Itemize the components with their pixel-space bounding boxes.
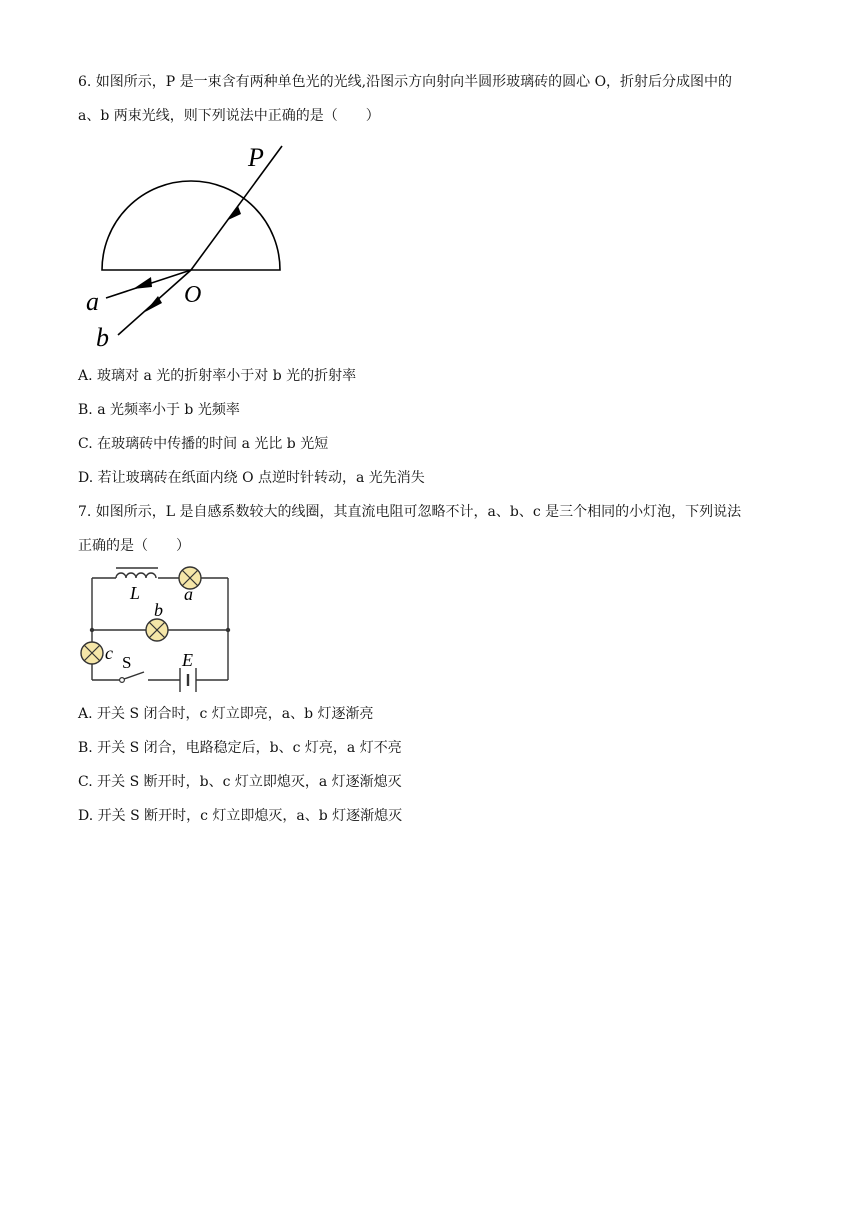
q7-option-b: B. 开关 S 闭合，电路稳定后，b、c 灯亮，a 灯不亮 xyxy=(78,740,402,756)
q6-stem-line-2: a、b 两束光线，则下列说法中正确的是（ ） xyxy=(78,108,380,124)
label-p: P xyxy=(248,143,264,172)
label-e: E xyxy=(182,650,193,670)
label-a: a xyxy=(86,287,99,316)
q7-circuit-figure xyxy=(78,562,238,692)
label-b: b xyxy=(96,323,109,352)
label-a: a xyxy=(184,584,193,604)
label-o: O xyxy=(184,282,202,308)
lamp-b xyxy=(146,619,168,641)
label-b: b xyxy=(154,600,163,620)
q6-refraction-figure xyxy=(78,140,298,355)
semicircle-glass xyxy=(102,181,280,270)
q7-option-d: D. 开关 S 断开时，c 灯立即熄灭，a、b 灯逐渐熄灭 xyxy=(78,808,403,824)
battery-e xyxy=(180,668,196,692)
q7-stem-line-2: 正确的是（ ） xyxy=(78,538,190,554)
q6-option-c: C. 在玻璃砖中传播的时间 a 光比 b 光短 xyxy=(78,436,329,452)
label-l: L xyxy=(130,583,141,603)
incident-arrow xyxy=(228,206,241,220)
q6-option-a: A. 玻璃对 a 光的折射率小于对 b 光的折射率 xyxy=(78,368,357,384)
q7-stem-line-1: 7. 如图所示，L 是自感系数较大的线圈，其直流电阻可忽略不计，a、b、c 是三个相同的小灯泡，下列说法 xyxy=(78,504,742,520)
q7-option-c: C. 开关 S 断开时，b、c 灯立即熄灭，a 灯逐渐熄灭 xyxy=(78,774,402,790)
inductor-coil xyxy=(116,573,156,578)
q6-option-d: D. 若让玻璃砖在纸面内绕 O 点逆时针转动，a 光先消失 xyxy=(78,470,425,486)
lamp-c xyxy=(81,642,103,664)
label-c: c xyxy=(105,643,113,663)
incident-ray xyxy=(191,146,282,270)
ray-a-arrow xyxy=(133,277,152,289)
q6-stem-line-1: 6. 如图所示，P 是一束含有两种单色光的光线,沿图示方向射向半圆形玻璃砖的圆心 O，折射后分成图中的 xyxy=(78,74,733,90)
switch-s xyxy=(120,672,144,682)
q6-option-b: B. a 光频率小于 b 光频率 xyxy=(78,402,240,418)
q7-option-a: A. 开关 S 闭合时，c 灯立即亮，a、b 灯逐渐亮 xyxy=(78,706,374,722)
label-s: S xyxy=(122,653,132,672)
